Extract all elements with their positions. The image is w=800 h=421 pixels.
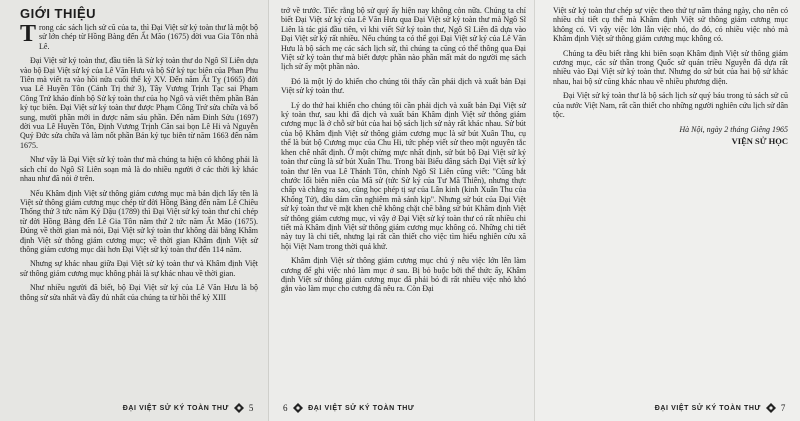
running-title: ĐẠI VIỆT SỬ KÝ TOÀN THƯ [122, 404, 229, 412]
body-paragraph: Như nhiều người đã biết, bộ Đại Việt sử ký của Lê Văn Hưu là bộ thông sử sửa nhất và đầy đủ nhất của chúng ta từ hồi thế kỷ XIII [20, 283, 258, 302]
signature-date: Hà Nội, ngày 2 tháng Giêng 1965 [679, 125, 788, 135]
drop-cap: T [20, 21, 37, 47]
intro-paragraph-text: rong các sách lịch sử cũ của ta, thì Đại Việt sử ký toàn thư là một bộ sử lớn chép từ Hồng Bàng đến Ất Mão (1675) đời vua Gia Tôn nhà Lê. [39, 23, 258, 51]
page-number: 7 [780, 403, 786, 413]
body-paragraph: Đó là một lý do khiến cho chúng tôi thấy cần phải dịch và xuất bản Đại Việt sử ký toàn thư. [281, 76, 526, 96]
body-paragraph: Khâm định Việt sử thông giám cương mục chủ ý nêu việc lớn lên làm cương để ghi việc nhỏ làm mục ở sau. Bị bỏ buộc bởi thể thức ấy, Khâm định Việt sử thông giám cương mục đã phải bỏ đi rất nhiều việc nhỏ khó gắn vào làm mục cho cương đã nêu ra. Còn Đại [281, 256, 526, 294]
book-page-5 [0, 0, 268, 421]
page-number: 6 [283, 403, 289, 413]
body-paragraph: Chúng ta đều biết rằng khi biên soạn Khâm định Việt sử thông giám cương mục, các sử thần trong Quốc sử quán triều Nguyễn đã dựa rất nhiều vào Đại Việt sử ký toàn thư. Nhưng do sử bút của hai bộ sử khác nhau, hai bộ sử cũng khác nhau về nhiều phương diện. [553, 48, 788, 86]
body-paragraph: Nhưng sự khác nhau giữa Đại Việt sử ký toàn thư và Khâm định Việt sử thông giám cương mục không phải là sự khác nhau về thời gian. [20, 259, 258, 278]
page-footer [283, 403, 414, 413]
body-paragraph: Đại Việt sử ký toàn thư, đầu tiên là Sử ký toàn thư do Ngô Sĩ Liên dựa vào bộ Đại Việt sử ký của Lê Văn Hưu và bộ Sử ký tục biên của Phan Phu Tiên mà viết ra vào hồi nửa cuối thế kỷ XV. Đến năm Ất Tỵ (1665) đời vua Lê Huyền Tôn (Cảnh Trị thứ 3), Tây Vương Trịnh Tạc sai Phạm Công Trứ khảo đính bộ Sử ký toàn thư của họ Ngô và viết thêm phần Bản kỷ tục biên. Đại Việt sử ký toàn thư được Phạm Công Trứ sửa chữa và bổ sung, mười phần mới in được năm sáu phần. Đến năm Đinh Sửu (1697) đời vua Lê Huyền Tôn, Định Vương Trịnh Căn sai bọn Lê Hi và Nguyễn Quý Đức sửa chữa và làm nốt phần Bản kỷ tục biên từ năm 1663 đến năm 1675. [20, 56, 258, 150]
intro-paragraph [20, 23, 258, 51]
body-paragraph: Việt sử ký toàn thư chép sự việc theo thứ tự năm tháng ngày, cho nên có nhiều chi tiết cụ thể mà Khâm định Việt sử thông giám cương mục không có. Vì vậy việc lớn lẫn việc nhỏ, do đó, có nhiều việc nhỏ mà Khâm định Việt sử thông giám cương mục không có. [553, 6, 788, 44]
diamond-ornament-icon [234, 403, 244, 413]
body-paragraph: Lý do thứ hai khiến cho chúng tôi cần phải dịch và xuất bản Đại Việt sử ký toàn thư, sau khi đã dịch và xuất bản Khâm định Việt sử thông giám cương mục là ở chỗ sử bút của hai bộ sách lịch sử này rất khác nhau. Sử bút của bộ Khâm định Việt sử thông giám cương mục là sử bút Xuân Thu, cụ thể là bút bộ Cương mục của Chu Hi, tức phép viết sử theo một nguyên tắc khen chê nhất định. Ở một chừng mực nhất định, sử bút bộ Đại Việt sử ký toàn thư cũng là sử bút Xuân Thu. Trong bài Biểu dâng sách Đại Việt sử ký toàn thư lên vua Lê Thánh Tôn, chính Ngô Sĩ Liên cũng viết: "Cũng bắt chước lối biên niên của Mã sử (tức Sử ký của Tư Mã Thiên), nhưng thực chấp và chằng ra sao, cũng học phép tị sự của Lân kinh (kinh Xuân Thu của Khổng Tử), đâu dám cần nghiêm mà sánh kịp". Nhưng sử bút của Đại Việt sử ký toàn thư về mặt khen chê không chặt chẽ bằng sử bút Khâm định Việt sử thông giám cương mục, vì vậy ở Đại Việt sử ký toàn thư có rất nhiều chi tiết mà Khâm định Việt sử thông giám cương mục không có. Những chi tiết này tuy là chi tiết, nhưng lại rất cần thiết cho việc tìm hiểu nghiên cứu xã hội Việt Nam trong thời quá khứ. [281, 100, 526, 251]
signature-organization: VIỆN SỬ HỌC [731, 136, 788, 147]
book-page-7 [534, 0, 800, 421]
book-page-6 [268, 0, 534, 421]
diamond-ornament-icon [293, 403, 303, 413]
page-number: 5 [248, 403, 254, 413]
page-footer [655, 403, 786, 413]
body-paragraph: trở về trước. Tiếc rằng bộ sử quý ấy hiện nay không còn nữa. Chúng ta chỉ biết Đại Việt sử ký của Lê Văn Hưu qua Đại Việt sử ký toàn thư mà Ngô Sĩ Liên là tác giả đầu tiên, vì khi viết Sử ký toàn thư, Ngô Sĩ Liên đã dựa vào Đại Việt sử ký rất nhiều. Nếu chúng ta có thể gọi Đại Việt sử ký của Lê Văn Hưu là bộ sách mẹ các sách lịch sử, thì chúng ta cũng có thể thông qua Đại Việt sử ký toàn thư mà biết được phần nào phần mất mát do người mẹ sách lịch sử ấy một phần nào. [281, 6, 526, 72]
body-paragraph: Nếu Khâm định Việt sử thông giám cương mục mà bản dịch lấy tên là Việt sử thông giám cương mục chép từ đời Hồng Bàng đến năm Lê Chiêu Thống thứ 3 tức năm Kỷ Dậu (1789) thì Đại Việt sử ký toàn thư chỉ chép từ đời Hồng Bàng đến Lê Gia Tôn năm thứ 2 tức năm Ất Mão (1675). Đúng về thời gian mà nói, Đại Việt sử ký toàn thư không dài bằng Khâm định Việt sử thông giám cương mục; về thời gian Khâm định Việt sử thông giám cương mục dài hơn Đại Việt sử ký toàn thư đến 114 năm. [20, 188, 258, 254]
diamond-ornament-icon [766, 403, 776, 413]
running-title: ĐẠI VIỆT SỬ KÝ TOÀN THƯ [308, 404, 415, 412]
body-paragraph: Đại Việt sử ký toàn thư là bộ sách lịch sử quý báu trong tủ sách sử cũ của nước Việt Nam, rất cần thiết cho những người nghiên cứu lịch sử dân tộc. [553, 91, 789, 120]
page-footer [123, 403, 254, 413]
body-paragraph: Như vậy là Đại Việt sử ký toàn thư mà chúng ta hiện có không phải là sách chỉ do Ngô Sĩ Liên soạn mà là do nhiều người ở các thời kỳ khác nhau như đã nói ở trên. [20, 155, 258, 184]
section-heading: GIỚI THIỆU [20, 6, 97, 21]
running-title: ĐẠI VIỆT SỬ KÝ TOÀN THƯ [654, 404, 761, 412]
